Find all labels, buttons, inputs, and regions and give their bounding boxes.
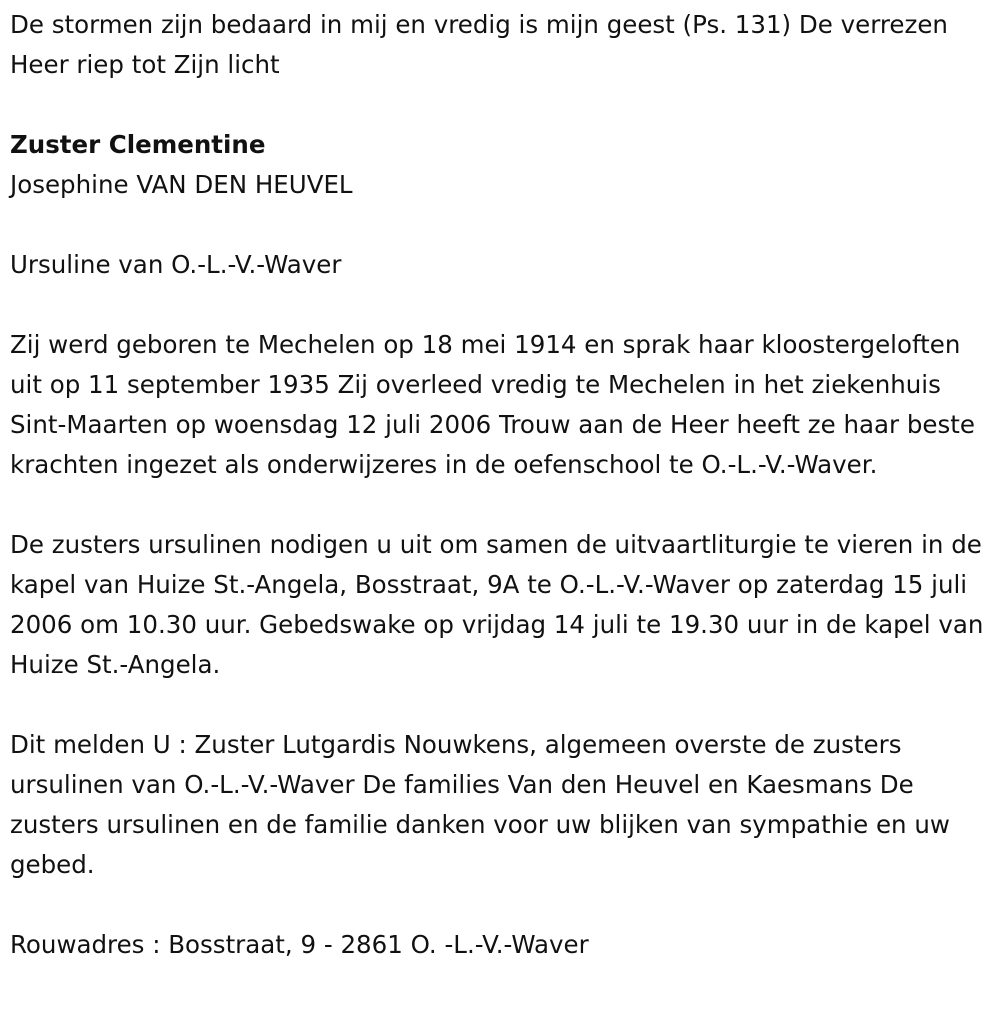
funeral-paragraph: De zusters ursulinen nodigen u uit om samen de uitvaartliturgie te vieren in de kapel van Huize St.-Angela, Bosstraat, 9A te O.-L.-V.-Waver op zaterdag 15 juli 2006 om 10.30 uur. Gebedswake op vrijdag 14 juli te 19.30 uur in de kapel van Huize St.-Angela. <box>10 530 984 679</box>
spacer <box>10 85 995 125</box>
spacer <box>10 685 995 725</box>
spacer <box>10 885 995 925</box>
intro-text: De stormen zijn bedaard in mij en vredig is mijn geest (Ps. 131) De verrezen Heer riep tot Zijn licht <box>10 10 948 79</box>
religious-name: Zuster Clementine <box>10 130 266 159</box>
spacer <box>10 205 995 245</box>
mourning-address: Rouwadres : Bosstraat, 9 - 2861 O. -L.-V.-Waver <box>10 930 589 959</box>
spacer <box>10 285 995 325</box>
biography-paragraph: Zij werd geboren te Mechelen op 18 mei 1914 en sprak haar kloostergeloften uit op 11 september 1935 Zij overleed vredig te Mechelen in het ziekenhuis Sint-Maarten op woensdag 12 juli 2006 Trouw aan de Heer heeft ze haar beste krachten ingezet als onderwijzeres in de oefenschool te O.-L.-V.-Waver. <box>10 330 975 479</box>
spacer <box>10 485 995 525</box>
announcement-paragraph: Dit melden U : Zuster Lutgardis Nouwkens, algemeen overste de zusters ursulinen van O.-L.-V.-Waver De families Van den Heuvel en Kaesmans De zusters ursulinen en de familie danken voor uw blijken van sympathie en uw gebed. <box>10 730 950 879</box>
order-name: Ursuline van O.-L.-V.-Waver <box>10 250 342 279</box>
civil-name: Josephine VAN DEN HEUVEL <box>10 170 353 199</box>
obituary-document <box>10 5 995 965</box>
